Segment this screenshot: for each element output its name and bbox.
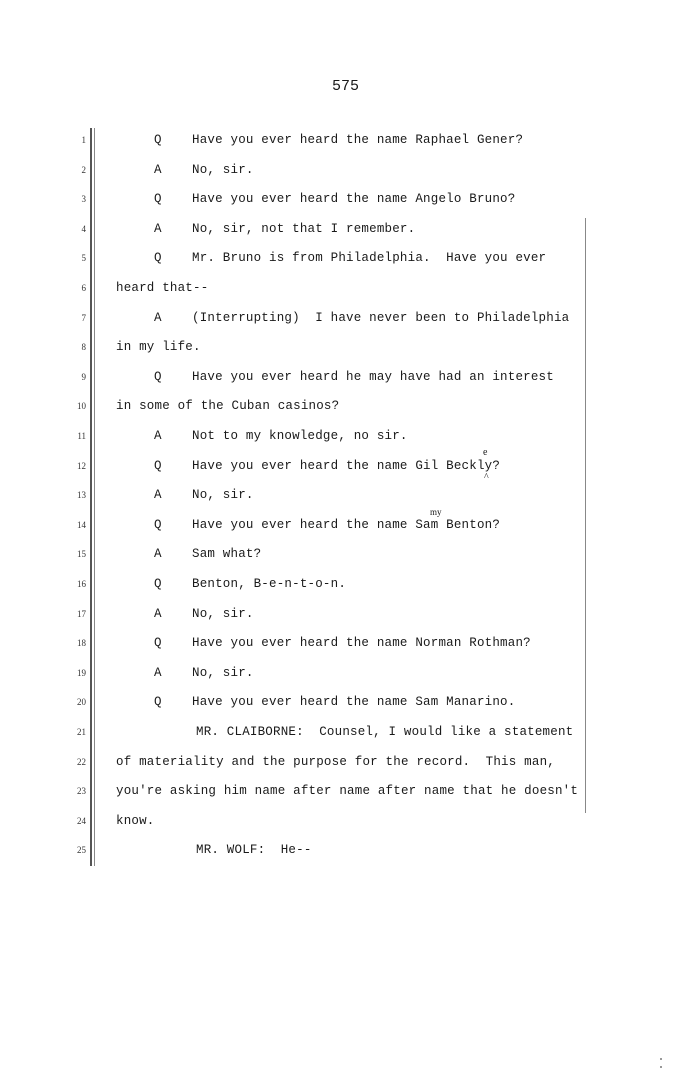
transcript-line: in my life.: [116, 340, 201, 354]
line-number: 13: [77, 490, 86, 500]
transcript-line: (Interrupting) I have never been to Philadelphia: [192, 311, 570, 325]
transcript-line: Mr. Bruno is from Philadelphia. Have you ever: [192, 251, 547, 265]
line-number: 7: [81, 313, 86, 323]
line-number: 11: [77, 431, 86, 441]
transcript-line: Benton, B-e-n-t-o-n.: [192, 577, 347, 591]
handwritten-insert-my: my: [430, 507, 442, 517]
speaker-label: Q: [154, 459, 162, 473]
handwritten-caret: ^: [484, 472, 489, 483]
line-number: 15: [77, 549, 86, 559]
transcript-line: Have you ever heard the name Gil Beckly?: [192, 459, 501, 473]
left-margin-rule: [90, 128, 92, 866]
line-number: 6: [81, 283, 86, 293]
speaker-label: A: [154, 488, 162, 502]
line-number: 4: [81, 224, 86, 234]
speaker-label: A: [154, 222, 162, 236]
right-margin-rule: [585, 218, 586, 813]
line-number: 22: [77, 757, 86, 767]
transcript-line: heard that--: [116, 281, 209, 295]
line-number: 5: [81, 253, 86, 263]
transcript-line: Have you ever heard the name Sam Manarino.: [192, 695, 516, 709]
line-number: 25: [77, 845, 86, 855]
transcript-line: Have you ever heard the name Angelo Bruno?: [192, 192, 516, 206]
speaker-label: Q: [154, 133, 162, 147]
transcript-line: Have you ever heard the name Sam Benton?: [192, 518, 501, 532]
line-number: 14: [77, 520, 86, 530]
line-number: 19: [77, 668, 86, 678]
line-number: 3: [81, 194, 86, 204]
handwritten-insert-e: e: [483, 447, 488, 458]
left-margin-rule-inner: [94, 128, 95, 866]
transcript-line: No, sir.: [192, 488, 254, 502]
transcript-line: know.: [116, 814, 155, 828]
line-number: 20: [77, 697, 86, 707]
line-number: 9: [81, 372, 86, 382]
line-number: 8: [81, 342, 86, 352]
transcript-line: Sam what?: [192, 547, 262, 561]
transcript-line: Not to my knowledge, no sir.: [192, 429, 408, 443]
transcript-line: Have you ever heard he may have had an interest: [192, 370, 554, 384]
page-number: 575: [331, 78, 359, 95]
transcript-line: No, sir, not that I remember.: [192, 222, 416, 236]
speaker-label: Q: [154, 695, 162, 709]
line-number: 24: [77, 816, 86, 826]
line-number: 12: [77, 461, 86, 471]
speaker-label: A: [154, 163, 162, 177]
speaker-label: Q: [154, 192, 162, 206]
transcript-line: MR. CLAIBORNE: Counsel, I would like a statement: [196, 725, 574, 739]
transcript-line: of materiality and the purpose for the record. This man,: [116, 755, 555, 769]
line-number: 17: [77, 609, 86, 619]
speaker-label: Q: [154, 636, 162, 650]
speaker-label: Q: [154, 577, 162, 591]
speaker-label: Q: [154, 518, 162, 532]
speaker-label: A: [154, 666, 162, 680]
scan-dot: [660, 1058, 662, 1060]
speaker-label: A: [154, 311, 162, 325]
line-number: 18: [77, 638, 86, 648]
transcript-line: you're asking him name after name after name that he doesn't: [116, 784, 579, 798]
line-number: 1: [81, 135, 86, 145]
speaker-label: Q: [154, 251, 162, 265]
scan-dot: [660, 1066, 662, 1068]
line-number: 21: [77, 727, 86, 737]
transcript-line: No, sir.: [192, 163, 254, 177]
line-number: 2: [81, 165, 86, 175]
speaker-label: A: [154, 607, 162, 621]
line-number: 23: [77, 786, 86, 796]
speaker-label: A: [154, 547, 162, 561]
transcript-line: in some of the Cuban casinos?: [116, 399, 340, 413]
transcript-line: Have you ever heard the name Raphael Gener?: [192, 133, 524, 147]
transcript-line: Have you ever heard the name Norman Rothman?: [192, 636, 531, 650]
transcript-line: No, sir.: [192, 666, 254, 680]
line-number: 10: [77, 401, 86, 411]
line-number: 16: [77, 579, 86, 589]
speaker-label: A: [154, 429, 162, 443]
speaker-label: Q: [154, 370, 162, 384]
transcript-line: No, sir.: [192, 607, 254, 621]
transcript-line: MR. WOLF: He--: [196, 843, 312, 857]
